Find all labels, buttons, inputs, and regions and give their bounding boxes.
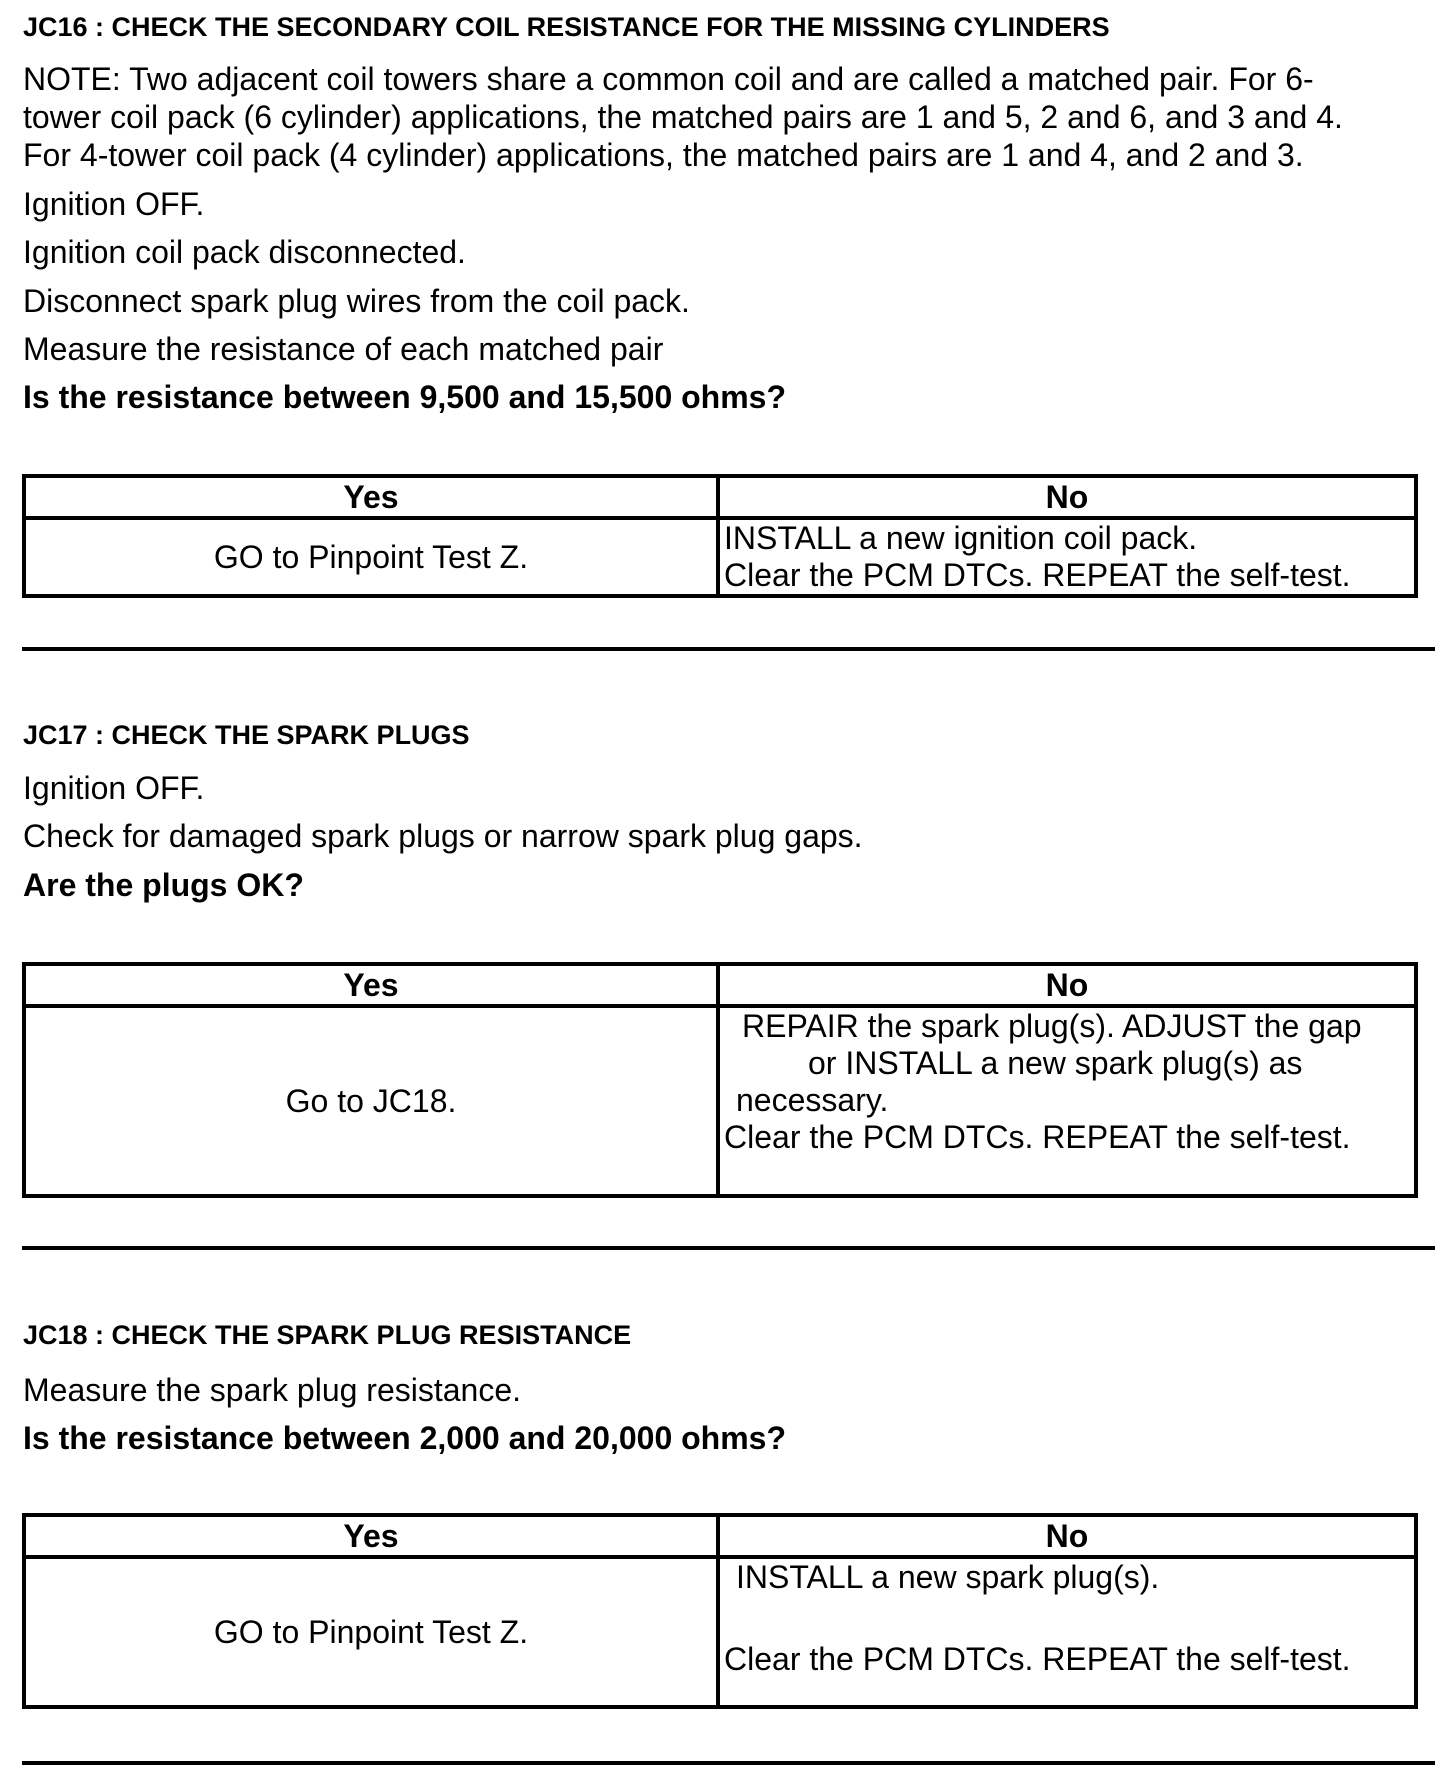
no-action-line: or INSTALL a new spark plug(s) as — [808, 1045, 1303, 1081]
no-action — [718, 1006, 1416, 1196]
jc18-step: Measure the spark plug resistance. — [23, 1372, 522, 1408]
jc17-question: Are the plugs OK? — [23, 867, 304, 903]
no-header: No — [718, 476, 1416, 518]
jc16-step: Ignition OFF. — [23, 186, 205, 222]
section-divider — [22, 1246, 1435, 1250]
jc17-heading: JC17 : CHECK THE SPARK PLUGS — [23, 720, 470, 750]
no-action-line: Clear the PCM DTCs. REPEAT the self-test. — [724, 557, 1351, 593]
jc16-step: Disconnect spark plug wires from the coil pack. — [23, 283, 690, 319]
yes-header: Yes — [24, 964, 718, 1006]
no-action-line: necessary. — [736, 1082, 889, 1118]
no-action-line: REPAIR the spark plug(s). ADJUST the gap — [742, 1008, 1362, 1044]
yes-header: Yes — [24, 476, 718, 518]
jc16-note-line: For 4-tower coil pack (4 cylinder) applications, the matched pairs are 1 and 4, and 2 and 3. — [23, 137, 1304, 173]
no-action-line: Clear the PCM DTCs. REPEAT the self-test. — [724, 1641, 1351, 1677]
yes-action: Go to JC18. — [24, 1006, 718, 1196]
jc16-step: Ignition coil pack disconnected. — [23, 234, 466, 270]
yes-action: GO to Pinpoint Test Z. — [24, 1557, 718, 1707]
no-action — [718, 1557, 1416, 1707]
yes-action: GO to Pinpoint Test Z. — [24, 518, 718, 596]
jc18-heading: JC18 : CHECK THE SPARK PLUG RESISTANCE — [23, 1320, 632, 1350]
no-header: No — [718, 1515, 1416, 1557]
jc17-yes-no-table — [22, 962, 1418, 1198]
no-action-line: INSTALL a new spark plug(s). — [736, 1559, 1160, 1595]
jc16-note-line: NOTE: Two adjacent coil towers share a common coil and are called a matched pair. For 6- — [23, 61, 1314, 97]
jc16-question: Is the resistance between 9,500 and 15,500 ohms? — [23, 379, 787, 415]
jc16-note — [23, 60, 1443, 174]
jc16-note-line: tower coil pack (6 cylinder) applications, the matched pairs are 1 and 5, 2 and 6, and 3 and 4. — [23, 99, 1343, 135]
no-action — [718, 518, 1416, 596]
section-divider — [22, 1761, 1435, 1765]
no-action-line: Clear the PCM DTCs. REPEAT the self-test. — [724, 1119, 1351, 1155]
section-divider — [22, 647, 1435, 651]
jc18-question: Is the resistance between 2,000 and 20,000 ohms? — [23, 1420, 787, 1456]
no-action-line: INSTALL a new ignition coil pack. — [724, 520, 1198, 556]
yes-header: Yes — [24, 1515, 718, 1557]
jc16-yes-no-table — [22, 474, 1418, 598]
jc16-step: Measure the resistance of each matched pair — [23, 331, 664, 367]
jc17-step: Check for damaged spark plugs or narrow spark plug gaps. — [23, 818, 863, 854]
jc17-step: Ignition OFF. — [23, 770, 205, 806]
jc18-yes-no-table — [22, 1513, 1418, 1709]
jc16-heading: JC16 : CHECK THE SECONDARY COIL RESISTANCE FOR THE MISSING CYLINDERS — [23, 12, 1110, 42]
no-header: No — [718, 964, 1416, 1006]
